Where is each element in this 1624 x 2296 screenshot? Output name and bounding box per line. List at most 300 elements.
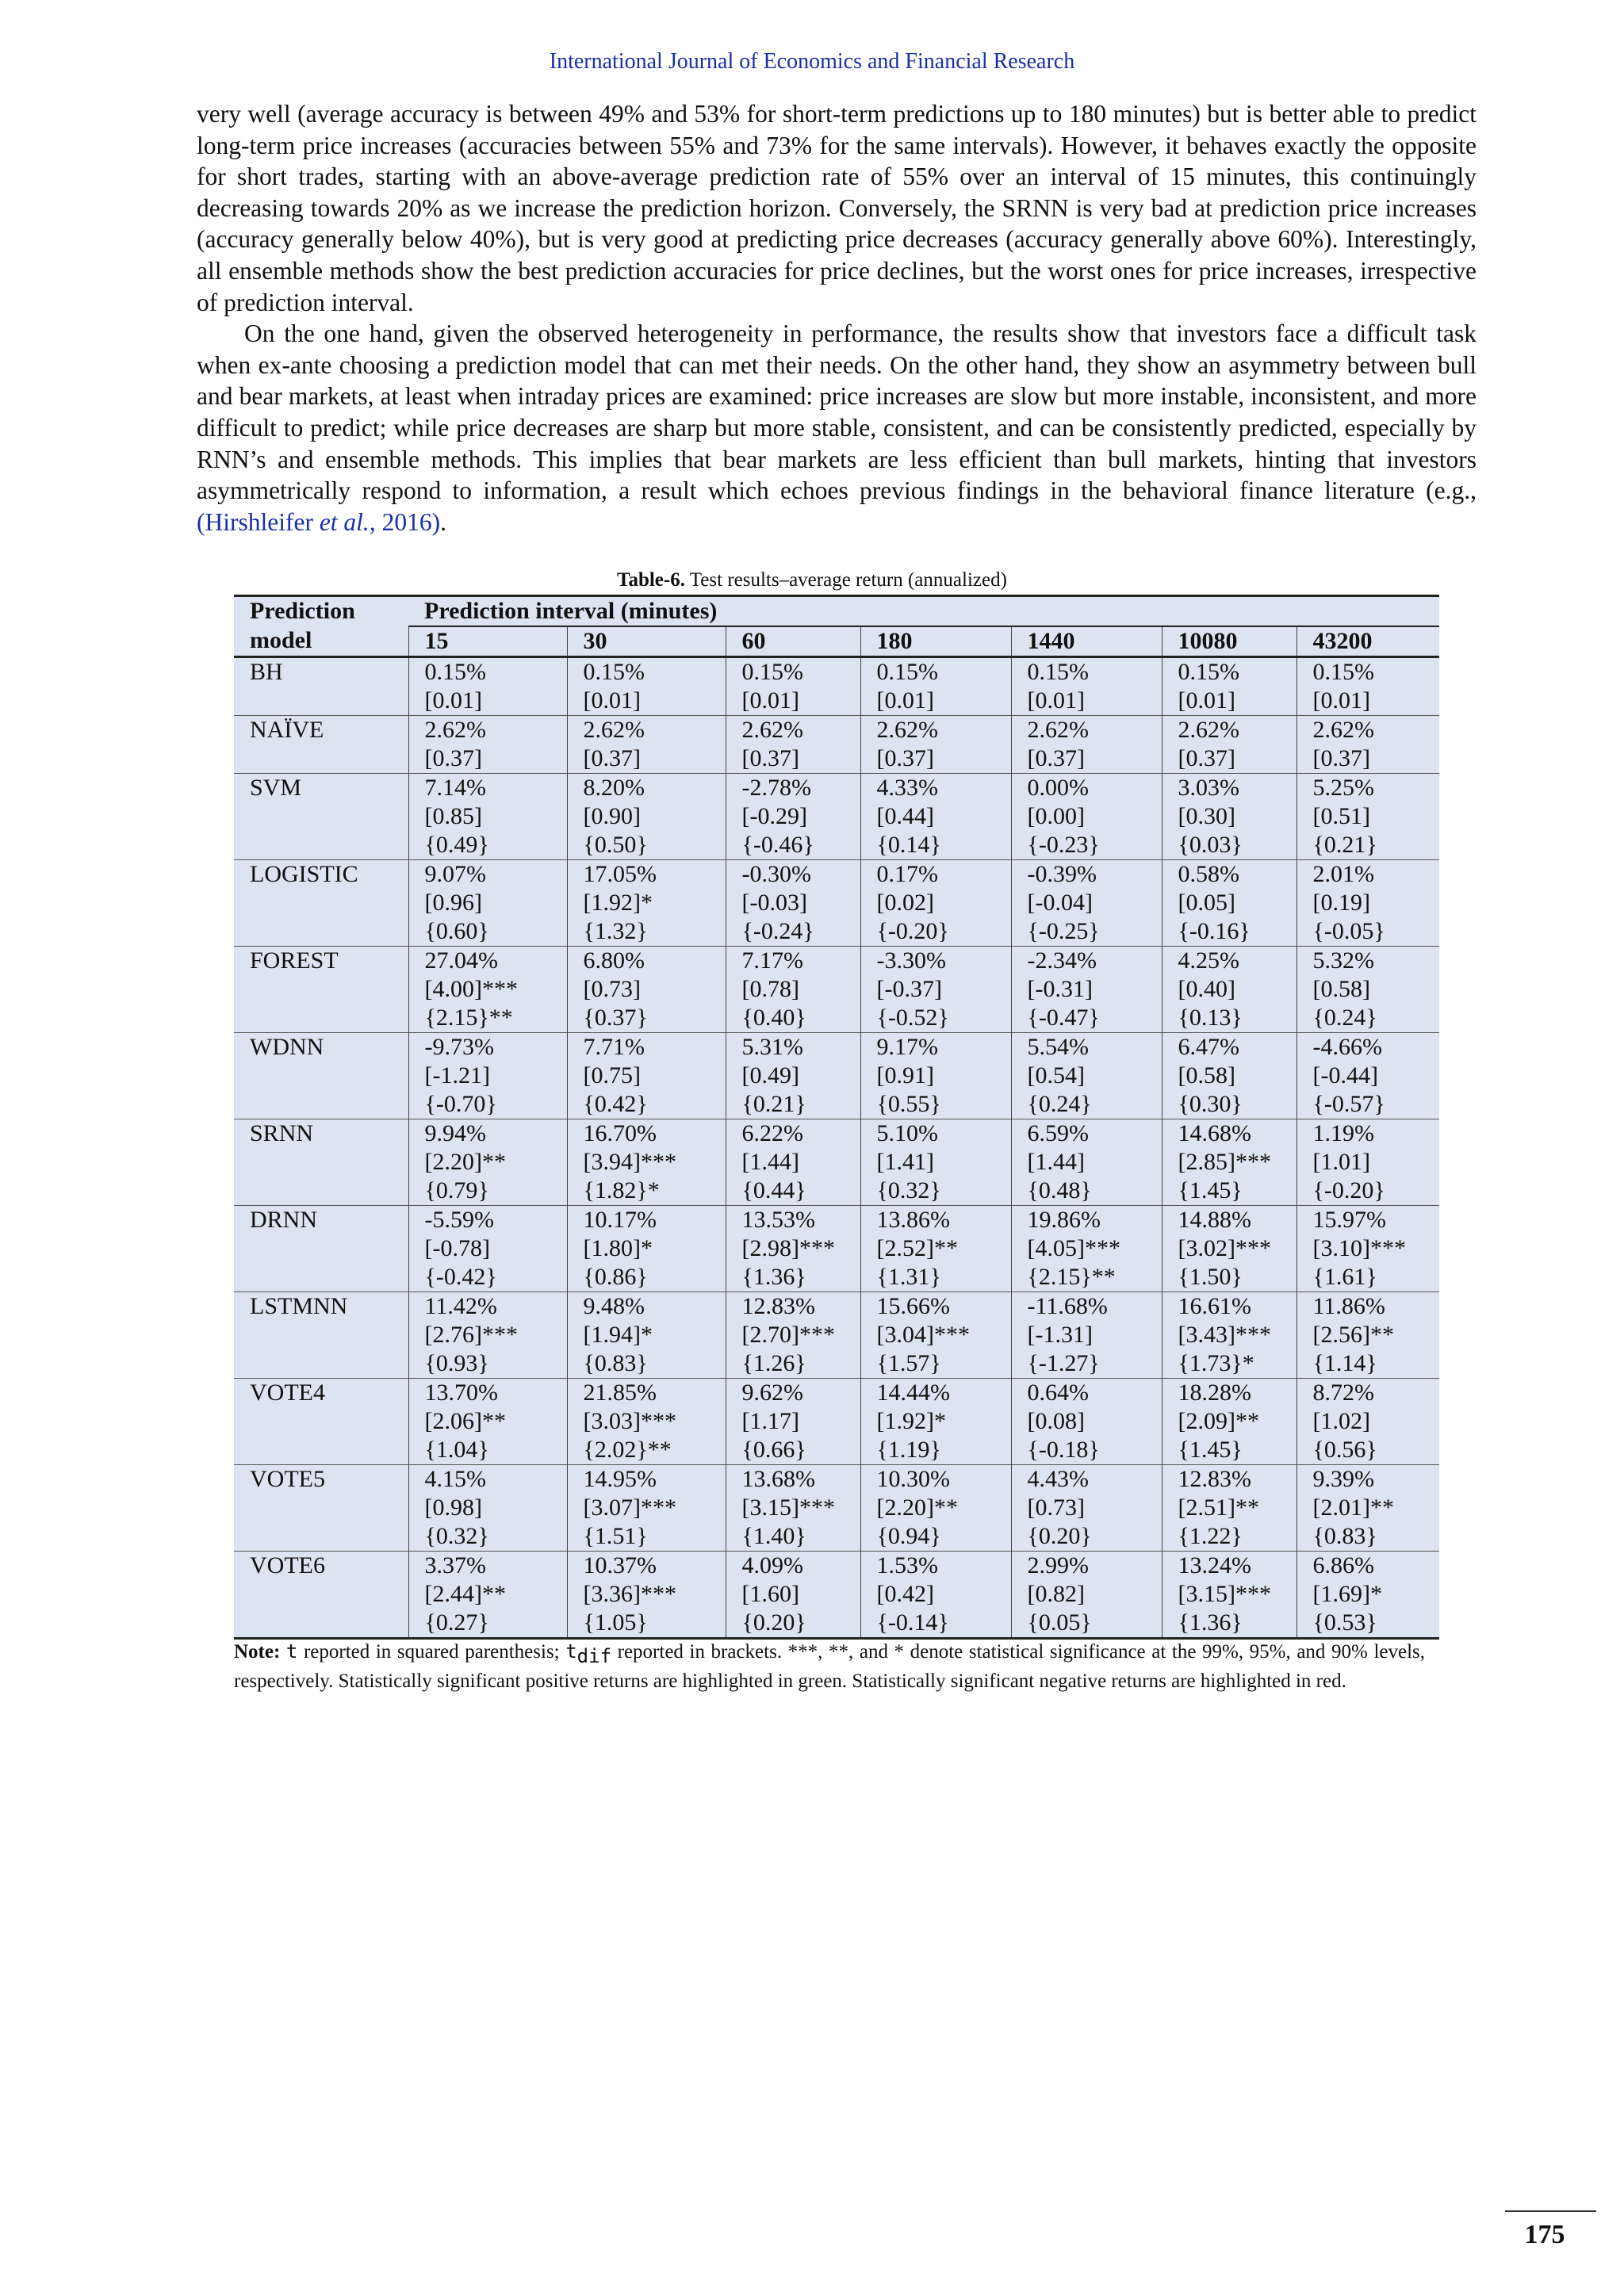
cell-t-stat: [3.15]*** [741,1494,835,1521]
cell-t-stat: [0.85] [424,803,482,829]
cell-tdif-stat: {0.03} [1178,832,1243,858]
table-cell [567,1465,726,1552]
table-row [234,1119,1439,1206]
table-cell [860,716,1011,774]
model-name: LOGISTIC [234,860,408,947]
table-cell [860,1552,1011,1639]
table-cell [1162,657,1297,716]
cell-return: 14.88% [1178,1207,1251,1233]
cell-return: 16.61% [1178,1293,1251,1319]
cell-tdif-stat: {0.53} [1312,1609,1377,1636]
cell-return: 4.25% [1178,947,1239,974]
cell-return: 12.83% [741,1293,815,1319]
cell-return: 13.53% [741,1207,815,1233]
cell-tdif-stat: {1.82}* [583,1177,660,1203]
table-cell [860,774,1011,860]
cell-tdif-stat: {-0.46} [741,832,814,858]
cell-t-stat: [0.51] [1312,803,1370,829]
cell-return: 10.37% [583,1552,657,1578]
table-row [234,860,1439,947]
cell-return: 18.28% [1178,1380,1251,1406]
table-cell [567,774,726,860]
note-label: Note: [234,1641,281,1663]
table-cell [1162,774,1297,860]
table-cell [1011,947,1162,1033]
cell-tdif-stat: {0.60} [424,918,489,944]
cell-tdif-stat: {1.26} [741,1350,806,1376]
cell-tdif-stat: {1.05} [583,1609,648,1636]
cell-t-stat: [0.37] [876,745,934,771]
table-cell [567,716,726,774]
cell-return: 5.25% [1312,775,1374,801]
cell-tdif-stat: {0.94} [876,1523,941,1549]
cell-return: 21.85% [583,1380,657,1406]
table-cell [860,657,1011,716]
cell-t-stat: [0.01] [741,687,799,714]
cell-t-stat: [-0.31] [1027,976,1093,1002]
cell-return: 0.64% [1027,1380,1089,1406]
table-cell [1297,1379,1439,1465]
table-cell [408,716,567,774]
cell-t-stat: [0.00] [1027,803,1085,829]
cell-tdif-stat: {1.57} [876,1350,941,1376]
cell-return: 5.31% [741,1034,803,1060]
tdif-subscript: dif [576,1645,612,1667]
cell-t-stat: [0.49] [741,1062,799,1089]
cell-t-stat: [3.03]*** [583,1408,676,1434]
table-note [234,1640,1425,1693]
cell-t-stat: [3.02]*** [1178,1235,1271,1261]
cell-t-stat: [0.73] [583,976,641,1002]
table-cell [567,1552,726,1639]
cell-tdif-stat: {0.56} [1312,1437,1377,1463]
table-cell [1297,1119,1439,1206]
cell-return: -5.59% [424,1207,494,1233]
cell-t-stat: [0.01] [583,687,641,714]
cell-t-stat: [0.30] [1178,803,1235,829]
model-name: LSTMNN [234,1292,408,1379]
table-cell [1297,716,1439,774]
interval-header: 30 [567,626,726,657]
cell-return: -9.73% [424,1034,494,1060]
cell-t-stat: [3.10]*** [1312,1235,1406,1261]
table-cell [860,1119,1011,1206]
cell-tdif-stat: {0.49} [424,832,489,858]
cell-t-stat: [1.92]* [876,1408,946,1434]
cell-return: -2.78% [741,775,811,801]
cell-tdif-stat: {0.86} [583,1264,648,1290]
cell-return: 0.15% [424,659,486,685]
cell-return: 0.17% [876,861,938,887]
table-cell [1162,1292,1297,1379]
cell-return: 16.70% [583,1120,657,1146]
table-row [234,1033,1439,1119]
cell-t-stat: [0.58] [1178,1062,1235,1089]
cell-tdif-stat: {0.37} [583,1004,648,1031]
cell-return: -4.66% [1312,1034,1382,1060]
cell-tdif-stat: {1.36} [1178,1609,1243,1636]
cell-return: 1.53% [876,1552,938,1578]
cell-return: 0.15% [741,659,803,685]
table-cell [1162,1379,1297,1465]
cell-return: 14.44% [876,1380,950,1406]
cell-t-stat: [-0.03] [741,890,807,916]
model-name: FOREST [234,947,408,1033]
cell-return: 9.17% [876,1034,938,1060]
cell-return: 8.20% [583,775,645,801]
cell-return: 9.62% [741,1380,803,1406]
cell-tdif-stat: {0.21} [1312,832,1377,858]
table-cell [567,1033,726,1119]
table-cell [1162,1206,1297,1292]
citation-link[interactable]: (Hirshleifer et al., 2016) [197,507,441,536]
cell-t-stat: [2.70]*** [741,1322,835,1348]
cell-t-stat: [0.78] [741,976,799,1002]
table-caption [0,569,1624,591]
cell-t-stat: [2.06]** [424,1408,506,1434]
interval-header: 10080 [1162,626,1297,657]
cell-return: 6.22% [741,1120,803,1146]
table-row [234,1206,1439,1292]
cell-t-stat: [0.01] [1178,687,1235,714]
cell-t-stat: [1.69]* [1312,1581,1382,1607]
table-cell [726,774,860,860]
cell-t-stat: [0.05] [1178,890,1235,916]
cell-return: 5.10% [876,1120,938,1146]
cell-t-stat: [0.37] [1178,745,1235,771]
table-cell [860,1465,1011,1552]
cell-return: 5.32% [1312,947,1374,974]
cell-t-stat: [0.90] [583,803,641,829]
header-interval: Prediction interval (minutes) [408,596,1439,627]
cell-return: 6.59% [1027,1120,1089,1146]
cell-return: 3.03% [1178,775,1239,801]
table-cell [726,716,860,774]
cell-return: 3.37% [424,1552,486,1578]
cell-return: 10.17% [583,1207,657,1233]
cell-t-stat: [1.92]* [583,890,653,916]
header-model-line2: model [234,626,408,657]
table-cell [726,860,860,947]
cell-t-stat: [0.01] [1312,687,1370,714]
cell-t-stat: [2.51]** [1178,1494,1259,1521]
table-cell [1011,1379,1162,1465]
cell-return: 9.48% [583,1293,645,1319]
cell-t-stat: [0.37] [1027,745,1085,771]
cell-t-stat: [0.96] [424,890,482,916]
cell-t-stat: [0.91] [876,1062,934,1089]
cell-t-stat: [3.15]*** [1178,1581,1271,1607]
cell-tdif-stat: {1.50} [1178,1264,1243,1290]
cell-tdif-stat: {0.55} [876,1091,941,1117]
cell-return: 9.07% [424,861,486,887]
cell-tdif-stat: {-0.23} [1027,832,1100,858]
table-cell [860,860,1011,947]
cell-tdif-stat: {0.05} [1027,1609,1092,1636]
cell-t-stat: [0.98] [424,1494,482,1521]
cell-return: -11.68% [1027,1293,1108,1319]
cell-t-stat: [2.01]** [1312,1494,1394,1521]
cell-t-stat: [0.01] [876,687,934,714]
cell-tdif-stat: {2.15}** [424,1004,513,1031]
cell-return: 7.17% [741,947,803,974]
cell-return: -0.39% [1027,861,1097,887]
model-name: VOTE4 [234,1379,408,1465]
cell-return: 0.15% [583,659,645,685]
cell-t-stat: [0.82] [1027,1581,1085,1607]
cell-tdif-stat: {0.83} [1312,1523,1377,1549]
cell-t-stat: [-0.37] [876,976,942,1002]
cell-return: 2.62% [424,717,486,743]
cell-return: 2.62% [741,717,803,743]
cell-return: 2.62% [583,717,645,743]
table-cell [1297,657,1439,716]
cell-t-stat: [0.08] [1027,1408,1085,1434]
cell-t-stat: [0.54] [1027,1062,1085,1089]
table-cell [1011,1119,1162,1206]
cell-tdif-stat: {-0.25} [1027,918,1100,944]
cell-t-stat: [0.37] [1312,745,1370,771]
interval-header: 1440 [1011,626,1162,657]
table-cell [408,860,567,947]
table-cell [1297,1465,1439,1552]
paragraph-2-text: On the one hand, given the observed heterogeneity in performance, the results show that investors face a difficult task when ex-ante choosing a prediction model that can met their needs. On the other hand, they show an asymmetry between bull and bear markets, at least when intraday prices are examined: price increases are slow but more instable, inconsistent, and more difficult to predict; while price decreases are sharp but more stable, consistent, and can be consistently predicted, especially by RNN’s and ensemble methods. This implies that bear markets are less efficient than bull markets, hinting that investors asymmetrically respond to information, a result which echoes previous findings in the behavioral finance literature (e.g., [197,320,1477,505]
table-cell [1011,1552,1162,1639]
note-part2: reported in brackets. ***, **, and * denote statistical significance at the 99%, 95%, and 90% levels, respectively. Statistically significant positive returns are highlighted in green. Statistically significant negative returns are highlighted in red. [234,1641,1426,1692]
cell-tdif-stat: {0.93} [424,1350,489,1376]
cell-return: 11.86% [1312,1293,1385,1319]
cell-tdif-stat: {2.02}** [583,1437,672,1463]
cell-return: 9.94% [424,1120,486,1146]
cell-return: -2.34% [1027,947,1097,974]
cell-tdif-stat: {1.73}* [1178,1350,1254,1376]
cell-tdif-stat: {0.32} [424,1523,489,1549]
cell-return: 2.62% [1178,717,1239,743]
table-cell [860,1292,1011,1379]
table-cell [860,1379,1011,1465]
table-cell [1297,1206,1439,1292]
cell-t-stat: [1.41] [876,1149,934,1175]
cell-t-stat: [0.01] [424,687,482,714]
cell-t-stat: [3.43]*** [1178,1322,1271,1348]
table-row [234,1292,1439,1379]
cell-t-stat: [1.44] [741,1149,799,1175]
cell-tdif-stat: {0.20} [1027,1523,1092,1549]
table-cell [408,1552,567,1639]
cell-t-stat: [4.00]*** [424,976,518,1002]
cell-t-stat: [1.60] [741,1581,799,1607]
cell-return: 2.01% [1312,861,1374,887]
cell-return: 5.54% [1027,1034,1089,1060]
interval-header: 180 [860,626,1011,657]
table-cell [860,1206,1011,1292]
cell-return: 2.99% [1027,1552,1089,1578]
cell-return: 0.15% [1178,659,1239,685]
table-cell [1162,1465,1297,1552]
page-number-rule [1505,2210,1596,2212]
cell-tdif-stat: {0.66} [741,1437,806,1463]
cell-tdif-stat: {-0.20} [1312,1177,1385,1203]
cell-return: 15.66% [876,1293,950,1319]
table-cell [567,1119,726,1206]
cell-return: 1.19% [1312,1120,1374,1146]
cell-tdif-stat: {-0.20} [876,918,949,944]
table-row [234,657,1439,716]
table-cell [408,774,567,860]
table-cell [408,1292,567,1379]
body-text [197,98,1477,538]
table-cell [408,1465,567,1552]
cell-t-stat: [0.02] [876,890,934,916]
cell-return: 7.71% [583,1034,645,1060]
header-model-line1: Prediction [234,596,408,627]
cell-return: 14.95% [583,1466,657,1492]
cell-return: 4.09% [741,1552,803,1578]
cell-tdif-stat: {1.61} [1312,1264,1377,1290]
cell-t-stat: [1.01] [1312,1149,1370,1175]
cell-return: 0.00% [1027,775,1089,801]
cell-tdif-stat: {0.30} [1178,1091,1243,1117]
cell-return: 6.80% [583,947,645,974]
cell-return: 4.43% [1027,1466,1089,1492]
table-cell [1162,947,1297,1033]
table-cell [1297,947,1439,1033]
cell-return: 4.15% [424,1466,486,1492]
cell-tdif-stat: {1.40} [741,1523,806,1549]
cell-tdif-stat: {-0.70} [424,1091,497,1117]
cell-tdif-stat: {1.31} [876,1264,941,1290]
cell-return: 7.14% [424,775,486,801]
cell-tdif-stat: {1.14} [1312,1350,1377,1376]
cell-return: 2.62% [1312,717,1374,743]
table-cell [567,947,726,1033]
cell-t-stat: [2.20]** [876,1494,958,1521]
cell-t-stat: [0.40] [1178,976,1235,1002]
cell-t-stat: [-0.29] [741,803,807,829]
paragraph-2 [197,318,1477,538]
cell-return: 2.62% [876,717,938,743]
table-cell [726,1292,860,1379]
cell-tdif-stat: {0.21} [741,1091,806,1117]
table-cell [1011,1292,1162,1379]
results-table [234,595,1439,1640]
cell-tdif-stat: {-0.18} [1027,1437,1100,1463]
cell-tdif-stat: {0.24} [1312,1004,1377,1031]
cell-tdif-stat: {0.14} [876,832,941,858]
cell-tdif-stat: {0.50} [583,832,648,858]
table-cell [726,947,860,1033]
cell-return: 13.70% [424,1380,498,1406]
cell-tdif-stat: {0.27} [424,1609,489,1636]
cell-tdif-stat: {0.48} [1027,1177,1092,1203]
cell-return: 6.86% [1312,1552,1374,1578]
table-cell [408,1033,567,1119]
table-row [234,947,1439,1033]
table-cell [567,1206,726,1292]
model-name: DRNN [234,1206,408,1292]
table-cell [1162,1033,1297,1119]
cell-t-stat: [0.01] [1027,687,1085,714]
paragraph-2-end: . [440,507,446,536]
table-cell [726,1552,860,1639]
cell-t-stat: [0.37] [741,745,799,771]
table-caption-text: Test results–average return (annualized) [684,569,1007,591]
cell-t-stat: [2.44]** [424,1581,506,1607]
cell-return: 9.39% [1312,1466,1374,1492]
cell-t-stat: [0.44] [876,803,934,829]
model-name: SVM [234,774,408,860]
cell-tdif-stat: {1.51} [583,1523,648,1549]
cell-tdif-stat: {1.36} [741,1264,806,1290]
table-cell [1297,1552,1439,1639]
model-name: BH [250,659,283,685]
cell-tdif-stat: {-0.05} [1312,918,1385,944]
table-cell [726,1033,860,1119]
cell-tdif-stat: {-0.16} [1178,918,1251,944]
cell-tdif-stat: {-0.24} [741,918,814,944]
cell-t-stat: [0.19] [1312,890,1370,916]
table-row [234,774,1439,860]
table-cell [408,1119,567,1206]
table-cell [567,1379,726,1465]
cell-return: 8.72% [1312,1380,1374,1406]
cell-t-stat: [2.56]** [1312,1322,1394,1348]
table-cell [1162,1119,1297,1206]
cell-t-stat: [2.98]*** [741,1235,835,1261]
cell-tdif-stat: {-0.57} [1312,1091,1385,1117]
cell-tdif-stat: {1.22} [1178,1523,1243,1549]
cell-return: -0.30% [741,861,811,887]
table-cell [1162,1552,1297,1639]
table-cell [1297,774,1439,860]
table-cell [1011,657,1162,716]
cell-t-stat: [-0.44] [1312,1062,1378,1089]
cell-tdif-stat: {0.40} [741,1004,806,1031]
journal-title: International Journal of Economics and Financial Research [549,49,1075,74]
table-cell [1297,1033,1439,1119]
tdif-symbol: t [565,1640,577,1663]
cell-t-stat: [-1.21] [424,1062,490,1089]
cell-t-stat: [1.80]* [583,1235,653,1261]
cell-return: 4.33% [876,775,938,801]
cell-tdif-stat: {-0.52} [876,1004,949,1031]
interval-header: 15 [408,626,567,657]
note-part1: reported in squared parenthesis; [297,1641,566,1663]
model-name: WDNN [234,1033,408,1119]
page-number: 175 [1524,2220,1565,2249]
table-cell [1011,774,1162,860]
table-row [234,716,1439,774]
cell-t-stat: [1.94]* [583,1322,653,1348]
cell-t-stat: [2.20]** [424,1149,506,1175]
cell-return: 0.15% [1312,659,1374,685]
model-name: SRNN [234,1119,408,1206]
cell-tdif-stat: {0.83} [583,1350,648,1376]
cell-tdif-stat: {0.44} [741,1177,806,1203]
table-cell [408,657,567,716]
cell-return: 0.15% [876,659,938,685]
cell-t-stat: [0.37] [424,745,482,771]
table-cell [1162,860,1297,947]
cell-tdif-stat: {-0.47} [1027,1004,1100,1031]
cell-t-stat: [3.04]*** [876,1322,970,1348]
cell-tdif-stat: {-0.14} [876,1609,949,1636]
cell-tdif-stat: {0.13} [1178,1004,1243,1031]
table-cell [1011,1206,1162,1292]
cell-return: 2.62% [1027,717,1089,743]
cell-t-stat: [3.94]*** [583,1149,676,1175]
cell-t-stat: [-0.78] [424,1235,490,1261]
